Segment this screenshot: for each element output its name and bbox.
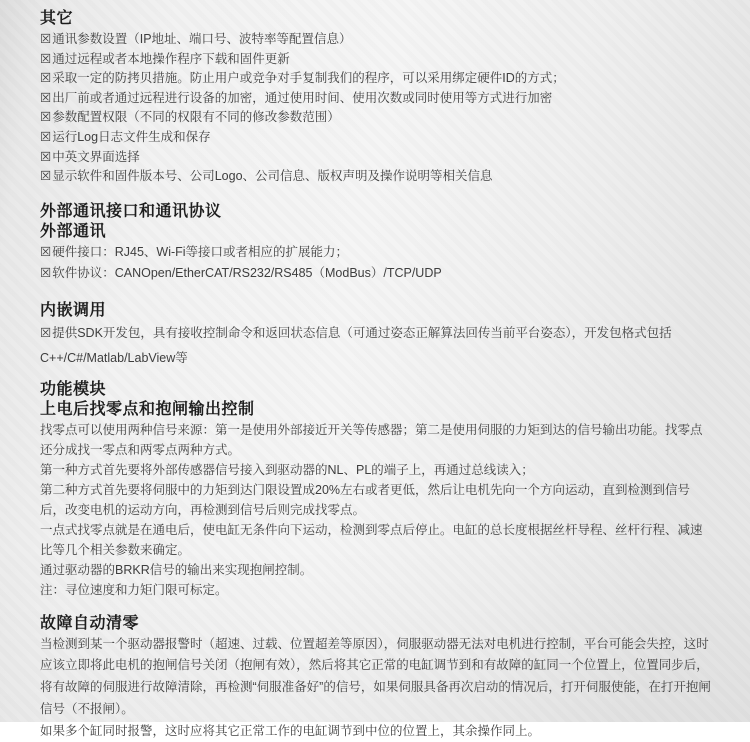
- list-item: [40, 148, 714, 168]
- paragraph: 一点式找零点就是在通电后，使电缸无条件向下运动，检测到零点后停止。电缸的总长度根据丝杆导程、丝杆行程、减速比等几个相关参数来确定。: [40, 522, 703, 557]
- checkbox-x-icon: ☒: [40, 110, 52, 125]
- section-communication: [40, 202, 714, 285]
- list-item: [40, 69, 714, 89]
- checkbox-x-icon: ☒: [40, 244, 52, 259]
- list-item: [40, 263, 714, 285]
- paragraph: 当检测到某一个驱动器报警时（超速、过载、位置超差等原因），伺服驱动器无法对电机进行控制，平台可能会失控，这时应该立即将此电机的抱闸信号关闭（抱闸有效），然后将其它正常的电缸调节到和有故障的缸同一个位置上，位置同步后，将有故障的伺服进行故障清除，再检测“伺服准备好”的信号，如果伺服具备再次启动的情况后，打开伺服使能，在打开抱闸信号（不报闸）。: [40, 636, 711, 716]
- list-item: [40, 128, 714, 148]
- sdk-paragraph-text: 提供SDK开发包，具有接收控制命令和返回状态信息（可通过姿态正解算法回传当前平台姿态），开发包格式包括C++/C#/Matlab/LabView等: [40, 325, 672, 365]
- list-item: [40, 242, 714, 264]
- section-subtitle-homing-brake: 上电后找零点和抱闸输出控制: [40, 400, 255, 418]
- paragraph: 通过驱动器的BRKR信号的输出来实现抱闸控制。: [40, 562, 313, 577]
- list-item-text: 通过远程或者本地操作程序下载和固件更新: [52, 51, 290, 66]
- function-body: [40, 420, 714, 600]
- list-item-text: 采取一定的防拷贝措施。防止用户或竞争对手复制我们的程序，可以采用绑定硬件ID的方式；: [52, 71, 565, 86]
- list-item-text: 出厂前或者通过远程进行设备的加密，通过使用时间、使用次数或同时使用等方式进行加密: [52, 90, 553, 105]
- fault-body: [40, 634, 714, 742]
- section-embedded-call: [40, 301, 714, 371]
- paragraph: 如果多个缸同时报警，这时应将其它正常工作的电缸调节到中位的位置上，其余操作同上。: [40, 723, 541, 738]
- checkbox-x-icon: ☒: [40, 149, 52, 164]
- comm-feature-list: [40, 242, 714, 285]
- note-paragraph: 注：寻位速度和力矩门限可标定。: [40, 582, 228, 597]
- section-title-communication: 外部通讯接口和通讯协议: [40, 202, 222, 220]
- checkbox-x-icon: ☒: [40, 71, 52, 86]
- list-item: [40, 108, 714, 128]
- paragraph: 第一种方式首先要将外部传感器信号接入到驱动器的NL、PL的端子上，再通过总线读入；: [40, 462, 534, 477]
- sdk-paragraph: [40, 321, 714, 371]
- section-title-other: 其它: [40, 10, 74, 27]
- paragraph: 找零点可以使用两种信号来源：第一是使用外部接近开关等传感器；第二是使用伺服的力矩到达的信号输出功能。找零点还分成找一零点和两零点两种方式。: [40, 422, 703, 457]
- list-item: [40, 89, 714, 109]
- list-item-text: 软件协议：CANOpen/EtherCAT/RS232/RS485（ModBus）/TCP/UDP: [52, 266, 442, 281]
- section-title-embedded-call: 内嵌调用: [40, 301, 107, 319]
- list-item: [40, 30, 714, 50]
- section-function-module: [40, 380, 714, 600]
- list-item-text: 硬件接口：RJ45、Wi-Fi等接口或者相应的扩展能力；: [52, 244, 349, 259]
- checkbox-x-icon: ☒: [40, 32, 52, 46]
- checkbox-x-icon: ☒: [40, 129, 52, 144]
- checkbox-x-icon: ☒: [40, 169, 52, 184]
- list-item-text: 通讯参数设置（IP地址、端口号、波特率等配置信息）: [52, 32, 352, 46]
- checkbox-x-icon: ☒: [40, 325, 52, 340]
- checkbox-x-icon: ☒: [40, 51, 52, 66]
- paragraph: 第二种方式首先要将伺服中的力矩到达门限设置成20%左右或者更低，然后让电机先向一个方向运动，直到检测到信号后，改变电机的运动方向，再检测到信号后则完成找零点。: [40, 482, 691, 517]
- checkbox-x-icon: ☒: [40, 266, 52, 281]
- list-item: [40, 50, 714, 70]
- section-title-fault-auto-clear: 故障自动清零: [40, 614, 140, 632]
- checkbox-x-icon: ☒: [40, 90, 52, 105]
- list-item: [40, 167, 714, 187]
- section-fault-auto-clear: [40, 613, 714, 742]
- list-item-text: 中英文界面选择: [52, 149, 140, 164]
- section-subtitle-external-comm: 外部通讯: [40, 222, 107, 240]
- section-title-function-module: 功能模块: [40, 380, 107, 398]
- list-item-text: 显示软件和固件版本号、公司Logo、公司信息、版权声明及操作说明等相关信息: [52, 169, 493, 184]
- list-item-text: 运行Log日志文件生成和保存: [52, 129, 211, 144]
- other-feature-list: [40, 30, 714, 187]
- section-other: [40, 8, 714, 187]
- list-item-text: 参数配置权限（不同的权限有不同的修改参数范围）: [52, 110, 340, 125]
